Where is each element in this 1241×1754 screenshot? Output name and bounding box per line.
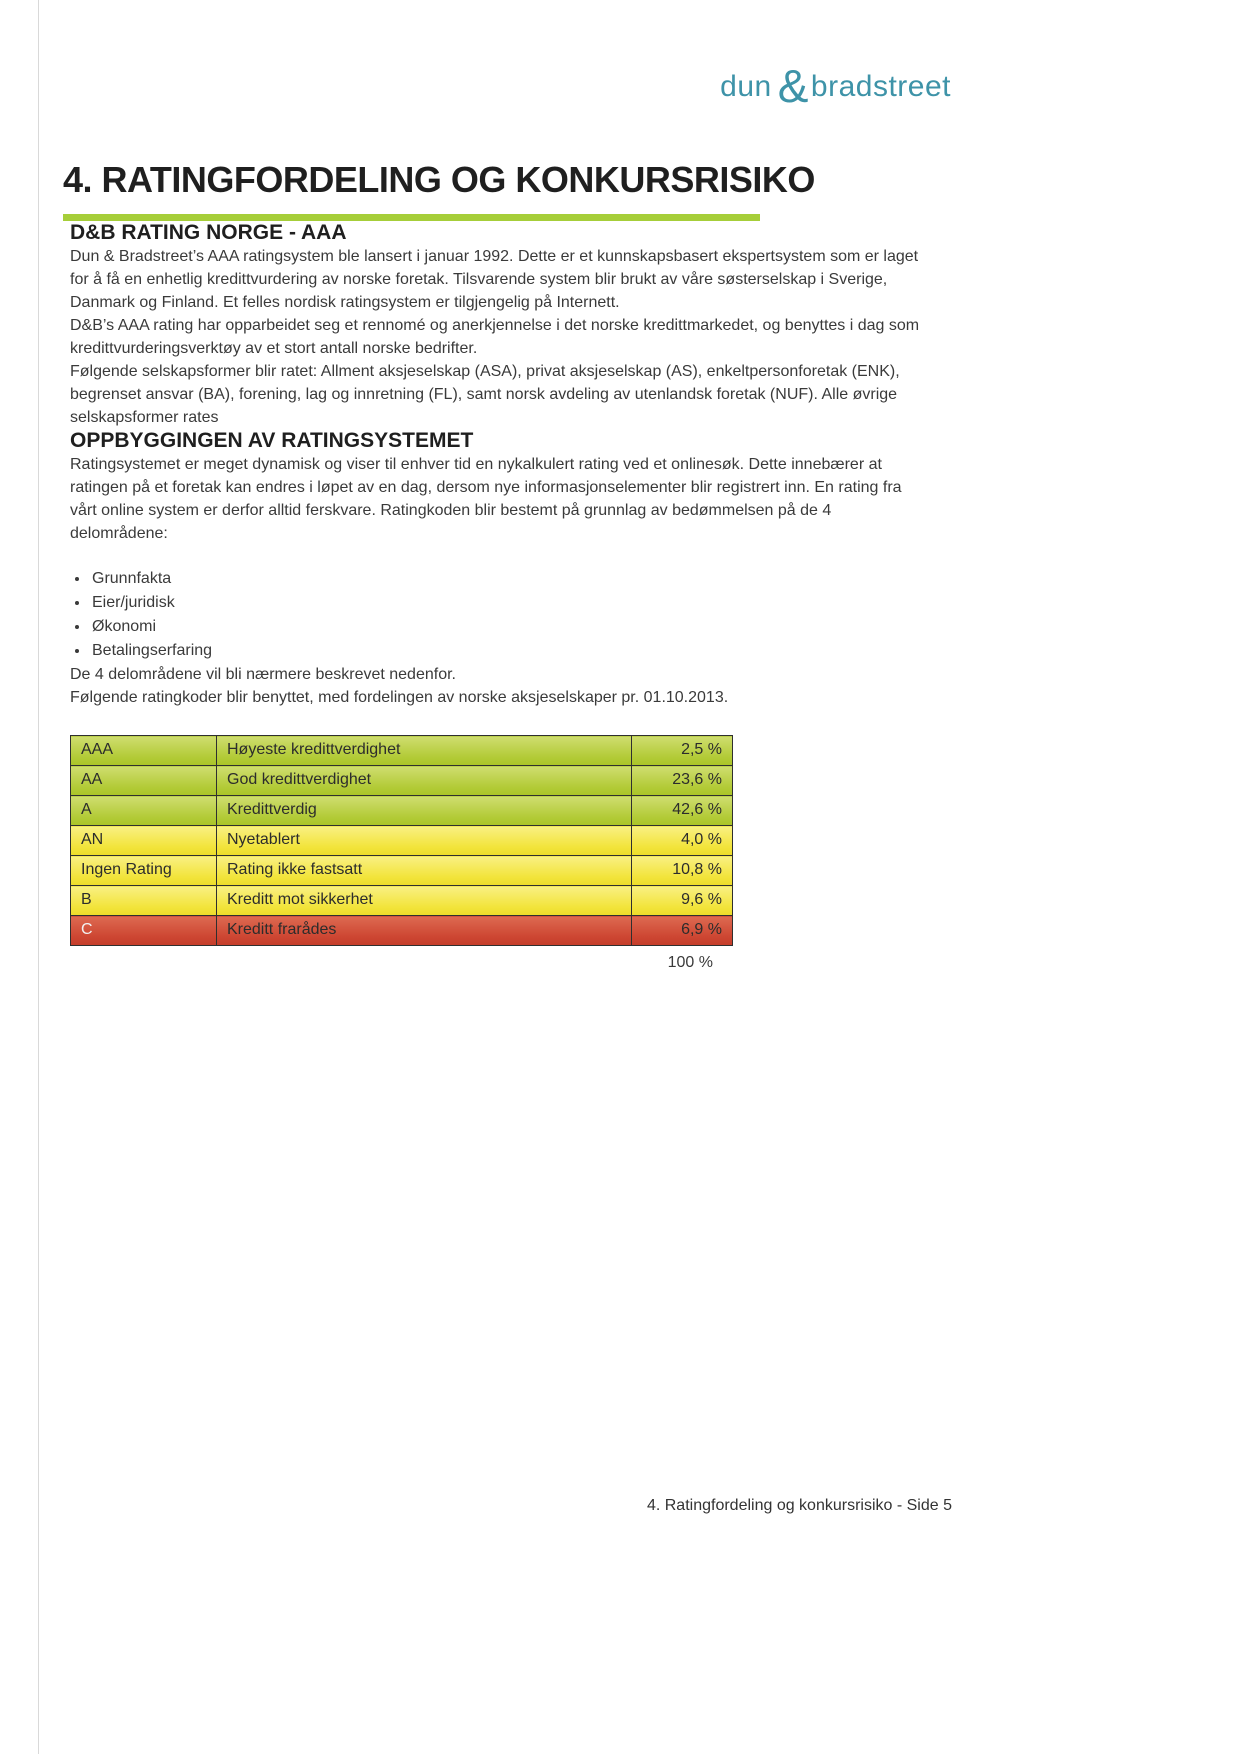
rating-desc-cell: Høyeste kredittverdighet [217, 736, 632, 766]
rating-pct-cell: 10,8 % [632, 856, 733, 886]
logo-text-dun: dun [720, 70, 772, 103]
table-row [71, 736, 733, 766]
rating-desc-cell: Rating ikke fastsatt [217, 856, 632, 886]
list-item: • Grunnfakta [90, 567, 953, 591]
rating-pct-cell: 9,6 % [632, 886, 733, 916]
paragraph: Følgende ratingkoder blir benyttet, med fordelingen av norske aksjeselskaper pr. 01.10.2013. [70, 689, 729, 706]
rating-code-cell: AA [71, 766, 217, 796]
logo-ampersand-icon: & [777, 60, 809, 112]
rating-pct-cell: 42,6 % [632, 796, 733, 826]
rating-desc-cell: Nyetablert [217, 826, 632, 856]
table-row [71, 886, 733, 916]
page-footer: 4. Ratingfordeling og konkursrisiko - Side 5 [646, 1497, 952, 1514]
paragraph: Dun & Bradstreet’s AAA ratingsystem ble lansert i januar 1992. Dette er et kunnskapsbasert ekspertsystem som er laget for å få en enhetlig kredittvurdering av norske foretak. Tilsvarende system blir brukt av våre søsterselskap i Sverige, Danmark og Finland. Et felles nordisk ratingsystem er tilgjengelig på Internett. [70, 248, 919, 311]
table-row [71, 826, 733, 856]
paragraph: Ratingsystemet er meget dynamisk og viser til enhver tid en nykalkulert rating ved et onlinesøk. Dette innebærer at ratingen på et foretak kan endres i løpet av en dag, dersom nye informasjonselementer blir registrert inn. En rating fra vårt online system er derfor alltid ferskvare. Ratingkoden blir bestemt på grunnlag av bedømmelsen på de 4 delområdene: [70, 456, 902, 542]
rating-desc-cell: Kredittverdig [217, 796, 632, 826]
table-row [71, 916, 733, 946]
rating-desc-cell: God kredittverdighet [217, 766, 632, 796]
page-title: 4. RATINGFORDELING OG KONKURSRISIKO [63, 159, 815, 200]
rating-code-cell: Ingen Rating [71, 856, 217, 886]
rating-desc-cell: Kreditt mot sikkerhet [217, 886, 632, 916]
rating-pct-cell: 4,0 % [632, 826, 733, 856]
title-accent-rule [63, 214, 760, 221]
rating-pct-cell: 2,5 % [632, 736, 733, 766]
dun-bradstreet-logo [63, 60, 953, 112]
logo-text-bradstreet: bradstreet [810, 70, 951, 103]
table-row [71, 796, 733, 826]
table-row [71, 856, 733, 886]
rating-code-cell: AN [71, 826, 217, 856]
list-item: • Betalingserfaring [90, 639, 953, 663]
list-item: • Økonomi [90, 615, 953, 639]
table-total: 100 % [667, 954, 713, 971]
paragraph: D&B’s AAA rating har opparbeidet seg et rennomé og anerkjennelse i det norske kredittmarkedet, og benyttes i dag som kredittvurderingsverktøy av et stort antall norske bedrifter. [70, 317, 920, 357]
rating-code-cell: C [71, 916, 217, 946]
paragraph: De 4 delområdene vil bli nærmere beskrevet nedenfor. [70, 666, 456, 683]
rating-code-cell: A [71, 796, 217, 826]
rating-code-cell: B [71, 886, 217, 916]
rating-distribution-table [70, 735, 733, 946]
page-content [63, 0, 953, 972]
rating-pct-cell: 6,9 % [632, 916, 733, 946]
rating-desc-cell: Kreditt frarådes [217, 916, 632, 946]
section-heading-db-rating-norge: D&B RATING NORGE - AAA [70, 221, 347, 244]
rating-areas-list [90, 567, 953, 663]
rating-code-cell: AAA [71, 736, 217, 766]
paragraph: Følgende selskapsformer blir ratet: Allment aksjeselskap (ASA), privat aksjeselskap (AS), enkeltpersonforetak (ENK), begrenset ansvar (BA), forening, lag og innretning (FL), samt norsk avdeling av utenlandsk foretak (NUF). Alle øvrige selskapsformer rates [70, 363, 900, 426]
table-row [71, 766, 733, 796]
rating-pct-cell: 23,6 % [632, 766, 733, 796]
list-item: • Eier/juridisk [90, 591, 953, 615]
section-heading-oppbyggingen: OPPBYGGINGEN AV RATINGSYSTEMET [70, 429, 474, 452]
